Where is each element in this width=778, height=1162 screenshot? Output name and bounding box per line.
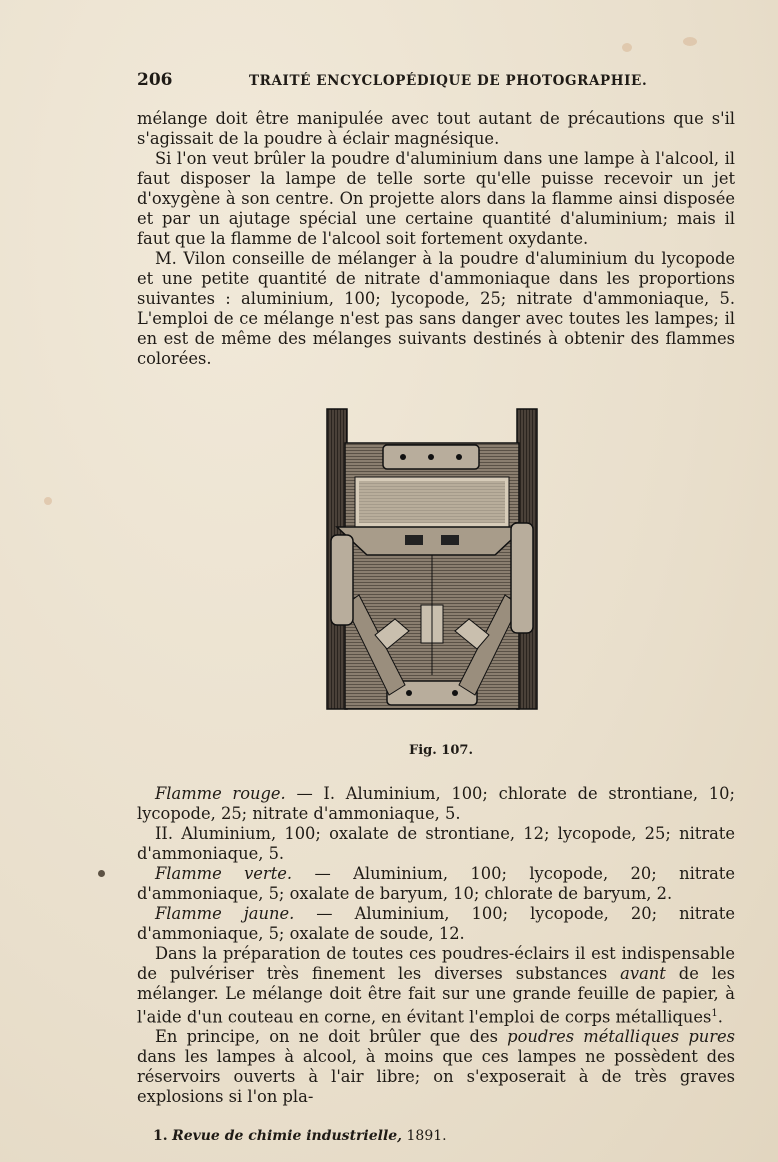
text-run: .	[717, 1007, 723, 1027]
text-run: de les mélanger. Le mélange doit être fait sur une grande feuille de papier, à l'aide d'un couteau en corne, en évitant l'emploi de corps métalliques	[137, 964, 735, 1027]
paragraph-principle	[137, 1027, 735, 1107]
recipe-text: — Aluminium, 100; lycopode, 20; nitrate d'ammoniaque, 5; oxalate de soude, 12.	[137, 904, 735, 943]
running-head: TRAITÉ ENCYCLOPÉDIQUE DE PHOTOGRAPHIE.	[249, 73, 648, 89]
paragraph: M. Vilon conseille de mélanger à la poudre d'aluminium du lycopode et une petite quantité de nitrate d'ammoniaque dans les proportions suivantes : aluminium, 100; lycopode, 25; nitrate d'ammoniaque, 5. L'emploi de ce mélange n'est pas sans danger avec toutes les lampes; il en est de même des mélanges suivants destinés à obtenir des flammes colorées.	[137, 249, 735, 368]
recipe-text: — Aluminium, 100; lycopode, 20; nitrate d'ammoniaque, 5; oxalate de baryum, 10; chlorate de baryum, 2.	[137, 864, 735, 903]
footnote	[137, 1128, 735, 1144]
page-number: 206	[137, 70, 173, 90]
footnote-ref[interactable]: 1	[711, 1008, 718, 1019]
footnote-title: Revue de chimie industrielle,	[172, 1128, 403, 1145]
text-run: En principe, on ne doit brûler que des	[155, 1027, 508, 1047]
text-run: Dans la préparation de toutes ces poudres-éclairs il est indispensable de pulvériser très finement les diverses substances	[137, 944, 735, 983]
recipe-text: — I. Aluminium, 100; chlorate de strontiane, 10; lycopode, 25; nitrate d'ammoniaque, 5.	[137, 784, 735, 823]
paragraph-flamme-rouge-2: II. Aluminium, 100; oxalate de strontiane, 12; lycopode, 25; nitrate d'ammoniaque, 5.	[137, 824, 735, 863]
footnote-year: 1891.	[402, 1128, 447, 1145]
footnote-number: 1.	[153, 1128, 168, 1145]
engraving-flash-apparatus	[325, 405, 539, 715]
emphasis: avant	[620, 964, 666, 983]
page	[137, 70, 735, 1144]
paragraph-preparation	[137, 944, 735, 1027]
paragraph-flamme-verte	[137, 864, 735, 904]
emphasis: poudres métalliques pures	[507, 1027, 736, 1047]
paragraph: mélange doit être manipulée avec tout autant de précautions que s'il s'agissait de la poudre à éclair magnésique.	[137, 109, 735, 148]
recipe-label: Flamme rouge.	[155, 784, 286, 803]
recipe-label: Flamme jaune.	[155, 904, 295, 923]
paragraph-flamme-jaune	[137, 904, 735, 944]
recipe-label: Flamme verte.	[155, 864, 293, 883]
paragraph: Si l'on veut brûler la poudre d'aluminium dans une lampe à l'alcool, il faut disposer la lampe de telle sorte qu'elle puisse recevoir un jet d'oxygène à son centre. On projette alors dans la flamme ainsi disposée et par un ajutage spécial une certaine quantité d'aluminium; mais il faut que la flamme de l'alcool soit fortement oxydante.	[137, 149, 735, 248]
paragraph-flamme-rouge	[137, 784, 735, 824]
body-text-top	[137, 109, 735, 369]
body-text-bottom	[137, 784, 735, 1107]
text-run: dans les lampes à alcool, à moins que ces lampes ne possèdent des réservoirs ouverts à l'air libre; on s'exposerait à de très graves explosions si l'on pla-	[137, 1047, 735, 1107]
page-header	[137, 70, 735, 100]
figure-caption: Fig. 107.	[409, 743, 473, 758]
figure	[137, 405, 735, 735]
